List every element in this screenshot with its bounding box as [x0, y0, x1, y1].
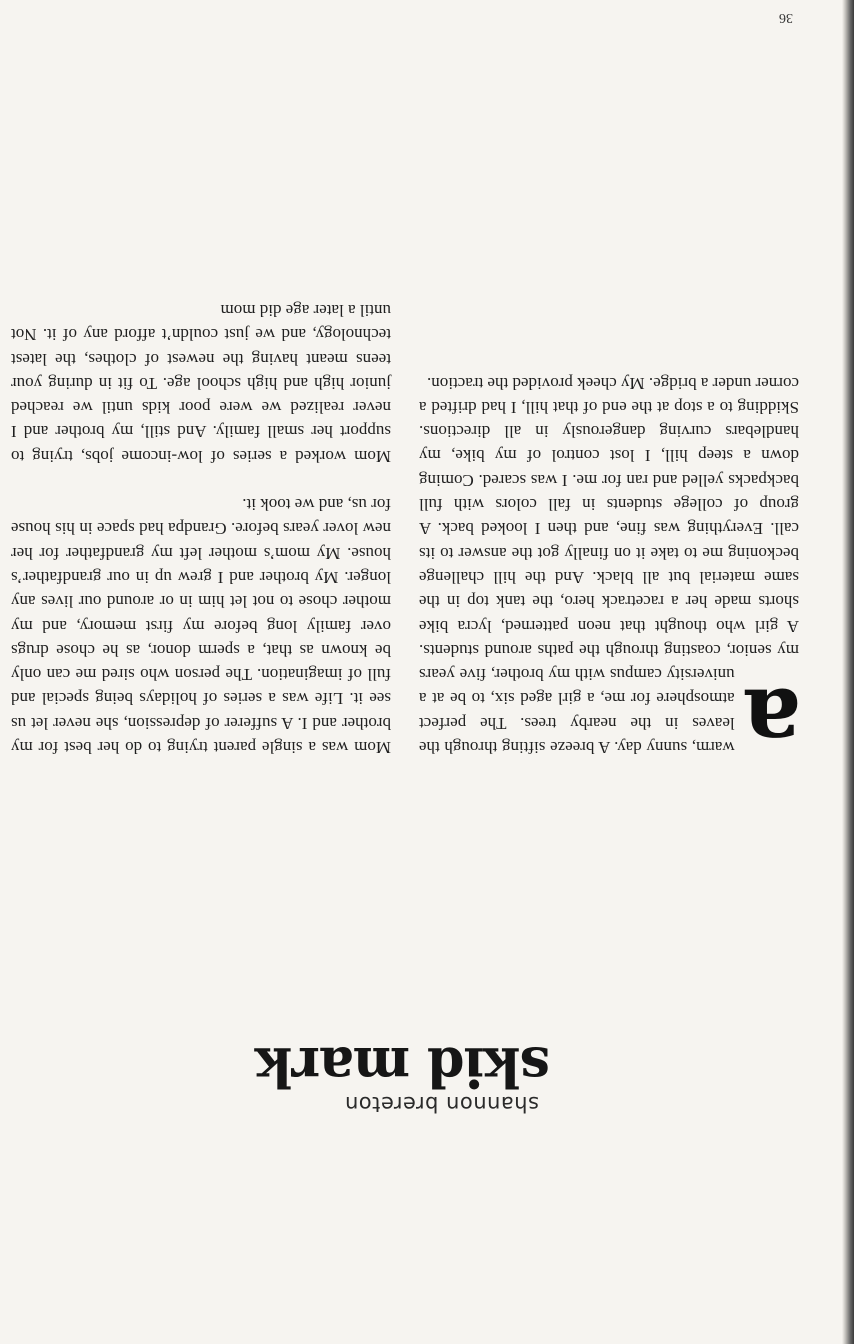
paragraph-family: Mom was a single parent trying to do her best for my brother and I. A sufferer of depression, she never let us see it. Life was a series of holidays being special and full of imagination. The person who sired me can only be known as that, a sperm donor, as he chose drugs over family long before my first memory, and my mother chose to not let him in or around our lives any longer. My brother and I grew up in our grandfather’s house. My mom’s mother left my grandfather for her new lover years before. Grandpa had space in his house for us, and we took it.: [11, 495, 391, 757]
paragraph-poverty: Mom worked a series of low-income jobs, trying to support her small family. And still, my brother and I never realized we were poor kids until we reached junior high and high school age. To fit in during your teens meant having the newest of clothes, the latest technology, and we just couldn’t afford any of it. Not until a later age did mom: [11, 300, 391, 466]
book-spine-shadow: [842, 0, 854, 1344]
text-column-left: [419, 370, 801, 774]
drop-cap: a: [742, 668, 801, 774]
story-title: skid mark: [256, 1035, 550, 1099]
text-column-right: [11, 298, 391, 759]
opening-paragraph-text: warm, sunny day. A breeze sifting through the leaves in the nearby trees. The perfect atmosphere for me, a girl aged six, to be at a university campus with my brother, five years my senior, coasting through the paths around students. A girl who thought that neon patterned, lycra bike shorts made her a racetrack hero, the tank top in the same material but all black. And the hill challenge beckoning me to take it on finally got the answer to its call. Everything was fine, and then I looked back. A group of college students in fall colors with full backpacks yelled and ran for me. I was scared. Coming down a steep hill, I lost control of my bike, my handlebars curving dangerously in all directions. Skidding to a stop at the end of that hill, I had drifted a corner under a bridge. My cheek provided the traction.: [419, 373, 799, 757]
opening-paragraph: [419, 370, 801, 774]
author-byline: shannon brereton: [344, 1092, 539, 1116]
page-number: 36: [779, 10, 793, 25]
